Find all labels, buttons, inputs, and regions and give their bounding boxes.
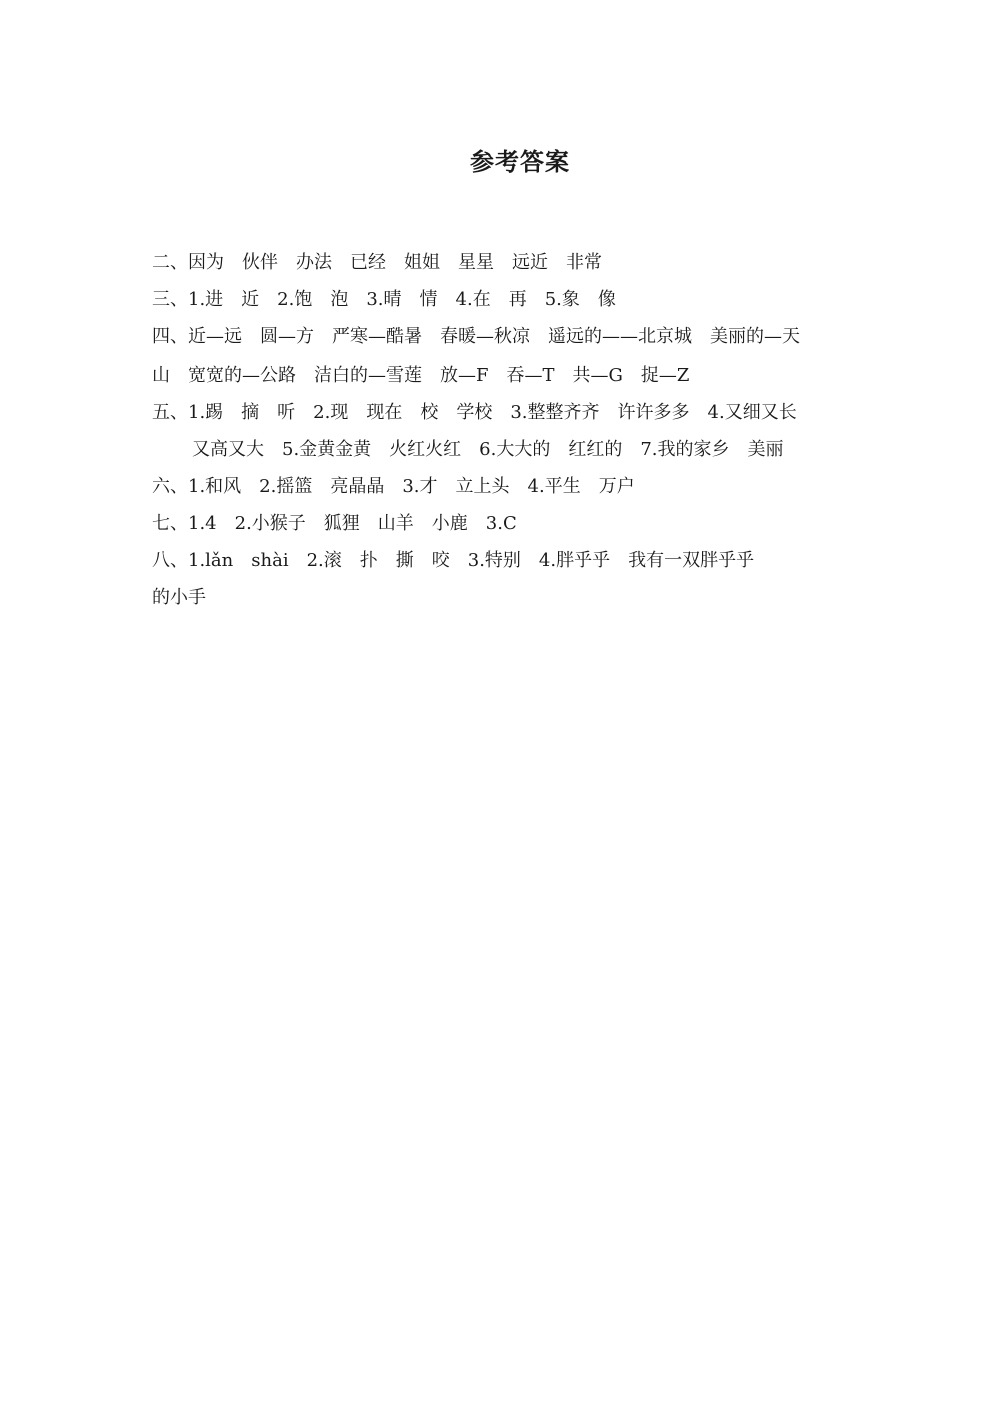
- answer-line-6: 六、1.和风 2.摇篮 亮晶晶 3.才 立上头 4.平生 万户: [152, 476, 635, 497]
- answer-line-5: 五、1.踢 摘 听 2.现 现在 校 学校 3.整整齐齐 许许多多 4.又细又长: [152, 402, 797, 423]
- answer-list: [152, 248, 892, 620]
- page-title: 参考答案: [470, 148, 570, 176]
- answer-line-2: 二、因为 伙伴 办法 已经 姐姐 星星 远近 非常: [152, 252, 602, 273]
- answer-line-7: 七、1.4 2.小猴子 狐狸 山羊 小鹿 3.C: [152, 513, 517, 534]
- answer-line-8-cont: 的小手: [152, 587, 206, 608]
- answer-line-3: 三、1.进 近 2.饱 泡 3.晴 情 4.在 再 5.象 像: [152, 289, 616, 310]
- answer-line-5-cont: 又高又大 5.金黄金黄 火红火红 6.大大的 红红的 7.我的家乡 美丽: [192, 439, 784, 460]
- answer-line-8: 八、1.lǎn shài 2.滚 扑 撕 咬 3.特别 4.胖乎乎 我有一双胖乎乎: [152, 550, 755, 571]
- answer-line-4: 四、近—远 圆—方 严寒—酷暑 春暖—秋凉 遥远的——北京城 美丽的—天: [152, 326, 800, 347]
- answer-line-4-cont: 山 宽宽的—公路 洁白的—雪莲 放—F 吞—T 共—G 捉—Z: [152, 365, 690, 386]
